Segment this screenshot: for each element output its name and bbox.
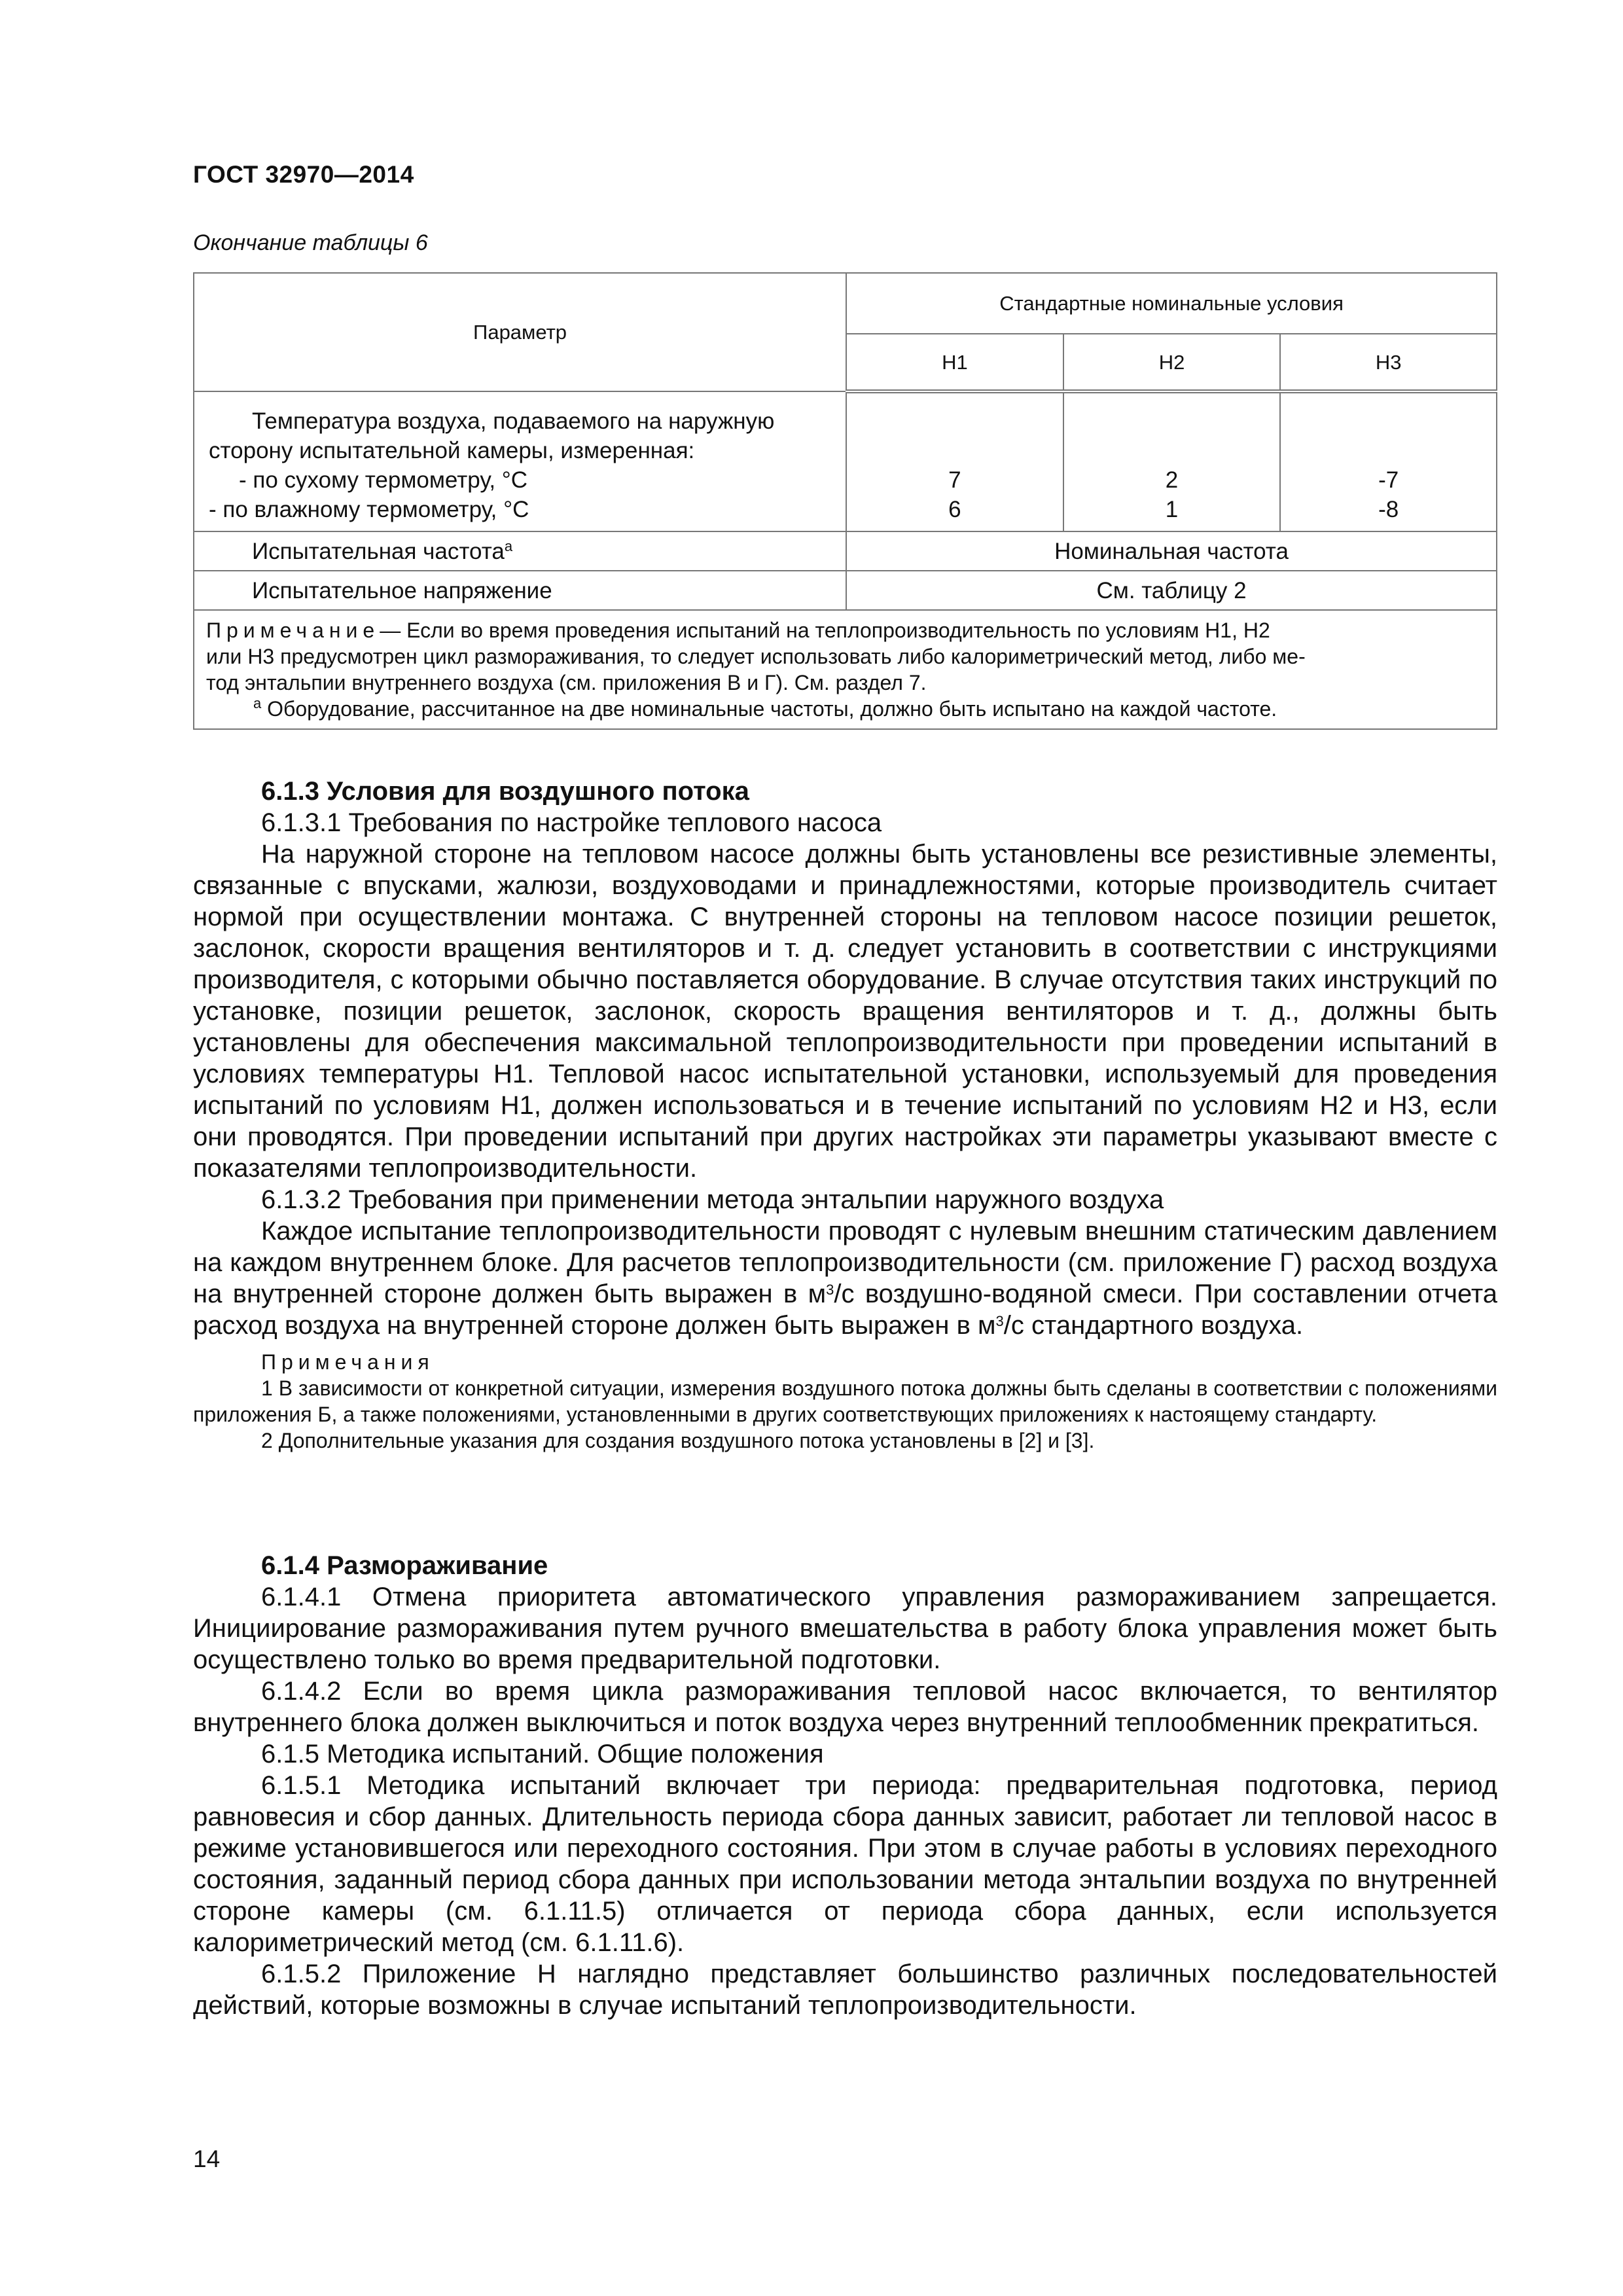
footnote-text: Оборудование, рассчитанное на две номинальные частоты, должно быть испытано на каждой частоте. bbox=[267, 697, 1277, 721]
paragraph-6-1-4-2: 6.1.4.2 Если во время цикла размораживания тепловой насос включается, то вентилятор внутреннего блока должен выключиться и поток воздуха через внутренний теплообменник прекратиться. bbox=[193, 1677, 1497, 1737]
notes-block bbox=[193, 1349, 1497, 1454]
paragraph-6-1-4-1: 6.1.4.1 Отмена приоритета автоматического управления размораживанием запрещается. Инициирование размораживания путем ручного вмешательства в работу блока управления может быть осуществлено только во время предварительной подготовки. bbox=[193, 1583, 1497, 1674]
paragraph-6-1-3-2 bbox=[193, 1215, 1497, 1341]
voltage-label: Испытательное напряжение bbox=[194, 571, 846, 610]
col-h1-header: Н1 bbox=[846, 334, 1063, 391]
conditions-header: Стандартные номинальные условия bbox=[846, 273, 1497, 334]
p2-part-b: /с воздушно-водяной смеси. При составлении отчета расход воздуха на внутренней стороне должен быть выражен в м bbox=[193, 1280, 1497, 1340]
section-heading-6-1-3: 6.1.3 Условия для воздушного потока bbox=[261, 777, 749, 806]
section-6-1-3 bbox=[193, 776, 1497, 1454]
notes-title: Примечания bbox=[261, 1350, 435, 1374]
p2-part-a: Каждое испытание теплопроизводительности проводят с нулевым внешним статическим давлением на каждом внутреннем блоке. Для расчетов теплопроизводительности (см. приложение Г) расход воздуха на внутренней стороне должен быть выражен в м bbox=[193, 1217, 1497, 1308]
document-code: ГОСТ 32970—2014 bbox=[193, 161, 414, 188]
param-column-header: Параметр bbox=[194, 273, 846, 391]
subheading-6-1-3-1: 6.1.3.1 Требования по настройке теплового насоса bbox=[261, 808, 882, 837]
footnote-mark: a bbox=[253, 695, 262, 711]
paragraph-6-1-5-1: 6.1.5.1 Методика испытаний включает три периода: предварительная подготовка, период равновесия и сбор данных. Длительность периода сбора данных зависит, работает ли тепловой насос в режиме установившегося или переходного состояния. При этом в случае работы в условиях переходного состояния, заданный период сбора данных при использовании метода энтальпии воздуха по внутренней стороне камеры (см. 6.1.11.5) отличается от периода сбора данных, если используется калориметрический метод (см. 6.1.11.6). bbox=[193, 1771, 1497, 1957]
temp-label-dry: - по сухому термометру, °С bbox=[239, 467, 528, 493]
paragraph-6-1-3-1: На наружной стороне на тепловом насосе должны быть установлены все резистивные элементы, связанные с впусками, жалюзи, воздуховодами и принадлежностями, которые производитель считает нормой при осуществлении монтажа. С внутренней стороны на тепловом насосе позиции решеток, заслонок, скорости вращения вентиляторов и т. д. следует установить в соответствии с инструкциями производителя, с которыми обычно поставляется оборудование. В случае отсутствия таких инструкций по установке, позиции решеток, заслонок, скорость вращения вентиляторов и т. д., должны быть установлены для обеспечения максимальной теплопроизводительности при проведении испытаний в условиях температуры Н1. Тепловой насос испытательной установки, используемый для проведения испытаний по условиям Н1, должен использоваться и в течение испытаний по условиям Н2 и Н3, если они проводятся. При проведении испытаний при других настройках эти параметры указывают вместе с показателями теплопроизводительности. bbox=[193, 840, 1497, 1183]
note-text-1: — Если во время проведения испытаний на теплопроизводительность по условиям Н1, Н2 bbox=[380, 619, 1270, 642]
note-1: 1 В зависимости от конкретной ситуации, измерения воздушного потока должны быть сделаны в соответствии с положениями приложения Б, а также положениями, установленными в других соответствующих приложениях к настоящему стандарту. bbox=[193, 1376, 1497, 1426]
paragraph-6-1-5-2: 6.1.5.2 Приложение Н наглядно представляет большинство различных последовательностей действий, которые возможны в случае испытаний теплопроизводительности. bbox=[193, 1960, 1497, 2020]
temperature-label-cell bbox=[194, 391, 846, 531]
page-number: 14 bbox=[193, 2145, 221, 2172]
h2-values-cell bbox=[1063, 391, 1281, 531]
frequency-value: Номинальная частота bbox=[846, 531, 1497, 571]
table-row-voltage bbox=[194, 571, 1497, 610]
h1-values-cell bbox=[846, 391, 1063, 531]
p2-sup-2: 3 bbox=[995, 1313, 1004, 1329]
footnote-line bbox=[206, 696, 1484, 722]
table-row-note bbox=[194, 610, 1497, 729]
table-caption: Окончание таблицы 6 bbox=[193, 230, 428, 255]
p2-sup-1: 3 bbox=[826, 1282, 834, 1298]
p2-part-c: /с стандартного воздуха. bbox=[1003, 1311, 1304, 1340]
h2-dry-value: 2 bbox=[1165, 467, 1179, 493]
voltage-value: См. таблицу 2 bbox=[846, 571, 1497, 610]
frequency-label: Испытательная частота bbox=[252, 538, 505, 564]
table-note bbox=[194, 610, 1497, 729]
table-row-temperature bbox=[194, 391, 1497, 531]
note-line3: тод энтальпии внутреннего воздуха (см. приложения В и Г). См. раздел 7. bbox=[206, 671, 927, 694]
col-h3-header: Н3 bbox=[1280, 334, 1497, 391]
h3-values-cell bbox=[1280, 391, 1497, 531]
frequency-footnote-mark: a bbox=[504, 537, 513, 554]
subheading-6-1-3-2: 6.1.3.2 Требования при применении метода энтальпии наружного воздуха bbox=[261, 1185, 1164, 1214]
col-h2-header: Н2 bbox=[1063, 334, 1281, 391]
section-heading-6-1-4: 6.1.4 Размораживание bbox=[261, 1551, 548, 1580]
h1-wet-value: 6 bbox=[948, 497, 961, 522]
frequency-label-cell bbox=[194, 531, 846, 571]
h1-dry-value: 7 bbox=[948, 467, 961, 493]
note-line1 bbox=[206, 617, 1484, 643]
note-prefix: Примечание bbox=[206, 619, 380, 642]
h2-wet-value: 1 bbox=[1165, 497, 1179, 522]
temp-label-wet: - по влажному термометру, °С bbox=[209, 497, 529, 522]
subheading-6-1-5: 6.1.5 Методика испытаний. Общие положения bbox=[261, 1740, 824, 1768]
parameters-table bbox=[193, 272, 1497, 730]
section-6-1-4 bbox=[193, 1550, 1497, 2021]
temp-label-line1: Температура воздуха, подаваемого на наружную bbox=[252, 408, 775, 434]
h3-dry-value: -7 bbox=[1378, 467, 1399, 493]
temp-label-line2: сторону испытательной камеры, измеренная: bbox=[209, 438, 695, 463]
table-row-frequency bbox=[194, 531, 1497, 571]
h3-wet-value: -8 bbox=[1378, 497, 1399, 522]
note-line2: или Н3 предусмотрен цикл размораживания, то следует использовать либо калориметрический метод, либо ме- bbox=[206, 645, 1306, 668]
note-2: 2 Дополнительные указания для создания воздушного потока установлены в [2] и [3]. bbox=[261, 1429, 1095, 1452]
